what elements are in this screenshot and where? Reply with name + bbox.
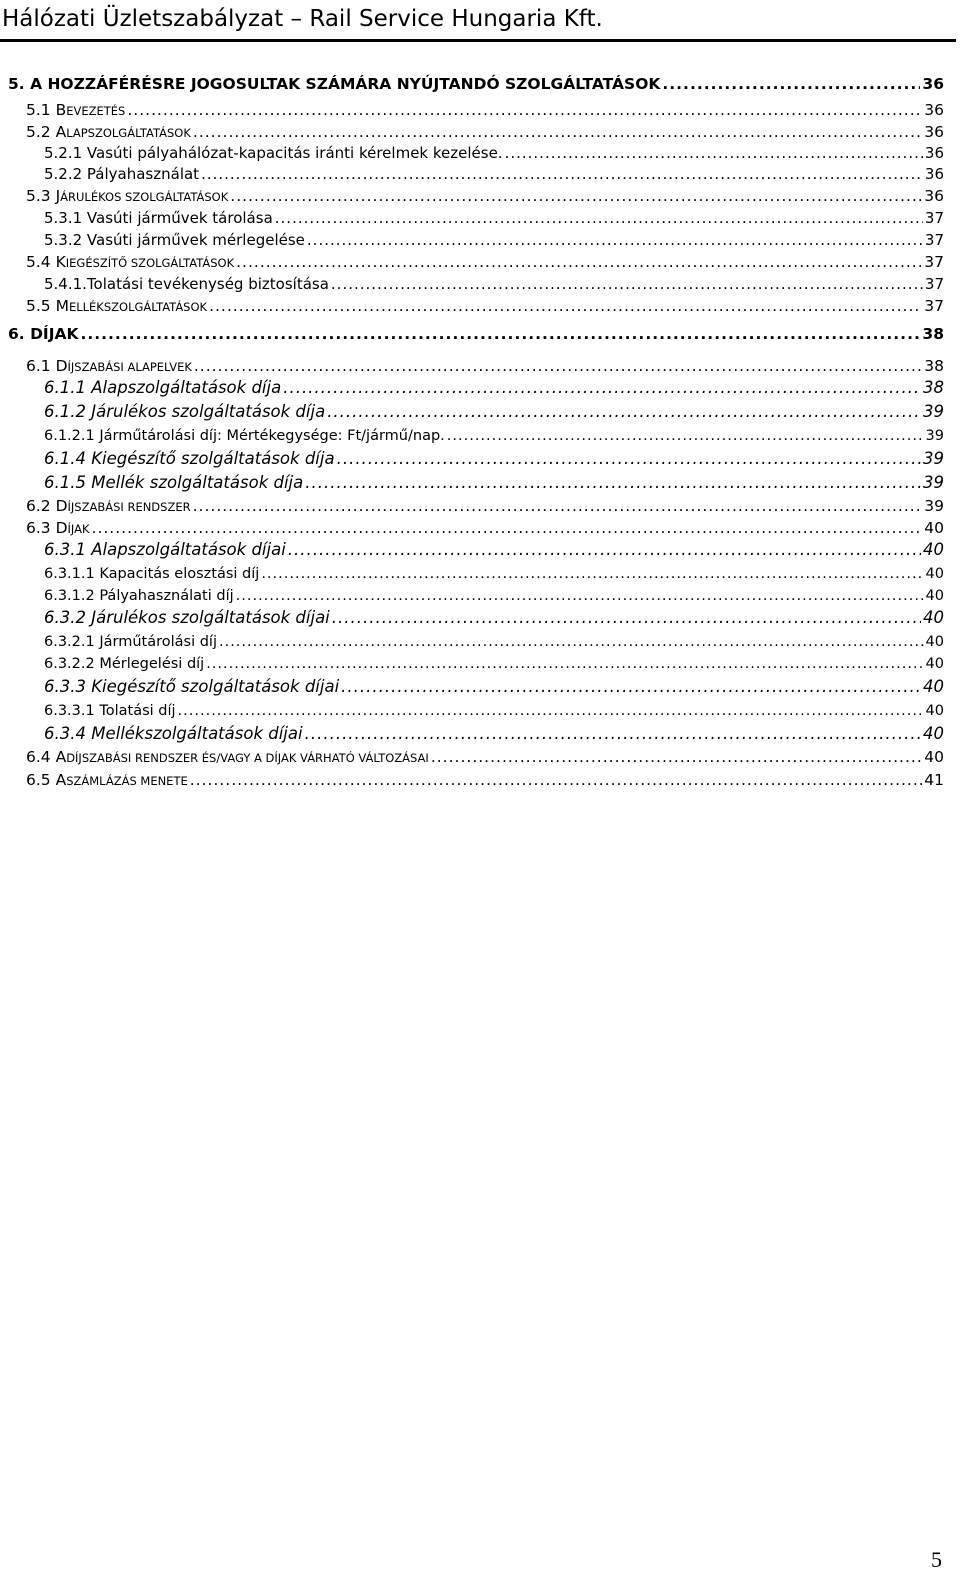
toc-dot-leader (275, 206, 923, 230)
toc-entry-title: 6.2 DÍJSZABÁSI RENDSZER (26, 497, 191, 515)
toc-entry-5-3[interactable] (26, 184, 944, 208)
toc-dot-leader (92, 516, 923, 540)
toc-entry-title: 6.1.1 Alapszolgáltatások díja (44, 378, 282, 397)
toc-entry-page: 38 (922, 325, 944, 343)
toc-entry-title: 5.2 ALAPSZOLGÁLTATÁSOK (26, 123, 191, 141)
toc-entry-title: 6.3.3.1 Tolatási díj (44, 703, 176, 719)
toc-entry-title: 5.3.1 Vasúti járművek tárolása (44, 209, 273, 227)
toc-entry-6-3-2-2[interactable] (44, 652, 944, 676)
toc-dot-leader (201, 162, 923, 186)
toc-entry-page: 37 (924, 209, 944, 227)
toc-entry-title: 6.1 DÍJSZABÁSI ALAPELVEK (26, 357, 192, 375)
toc-entry-title: 6.3 DÍJAK (26, 519, 90, 537)
toc-entry-title: 6.3.1.1 Kapacitás elosztási díj (44, 566, 260, 582)
toc-entry-5-4[interactable] (26, 250, 944, 274)
toc-entry-page: 39 (924, 497, 944, 515)
toc-dot-leader (288, 538, 921, 562)
toc-dot-leader (236, 250, 922, 274)
toc-entry-title: 5.2.2 Pályahasználat (44, 165, 200, 183)
toc-entry-title: 6.1.2.1 Járműtárolási díj: Mértékegysége: Ft/jármű/nap. (44, 428, 445, 444)
toc-entry-page: 40 (925, 703, 944, 719)
toc-entry-title: 5.3.2 Vasúti járművek mérlegelése (44, 231, 305, 249)
toc-entry-title: 6. DÍJAK (8, 325, 79, 343)
toc-dot-leader (209, 294, 922, 318)
toc-entry-6-3-3[interactable] (44, 675, 944, 699)
toc-entry-page: 36 (924, 123, 944, 141)
toc-entry-title: 6.3.3 Kiegészítő szolgáltatások díjai (44, 677, 340, 696)
toc-entry-6-3-2-1[interactable] (44, 630, 944, 654)
toc-dot-leader (219, 630, 924, 654)
toc-entry-page: 41 (924, 771, 944, 789)
toc-entry-page: 40 (923, 677, 944, 696)
toc-entry-page: 40 (924, 748, 944, 766)
toc-entry-page: 40 (925, 566, 944, 582)
toc-entry-title: 6.1.2 Járulékos szolgáltatások díja (44, 402, 326, 421)
toc-entry-page: 38 (923, 378, 944, 397)
toc-entry-6-3-4[interactable] (44, 722, 944, 746)
toc-entry-page: 39 (925, 428, 944, 444)
toc-entry-title: 5. A HOZZÁFÉRÉSRE JOGOSULTAK SZÁMÁRA NYÚJTANDÓ SZOLGÁLTATÁSOK (8, 75, 661, 93)
toc-entry-page: 40 (923, 608, 944, 627)
toc-entry-page: 37 (924, 231, 944, 249)
header-divider (0, 39, 956, 42)
toc-dot-leader (194, 354, 922, 378)
toc-entry-6[interactable] (8, 322, 944, 346)
toc-entry-6-1-2-1[interactable] (44, 424, 944, 448)
toc-dot-leader (331, 272, 923, 296)
toc-dot-leader (261, 562, 923, 586)
toc-entry-6-3-1-2[interactable] (44, 584, 944, 608)
toc-entry-6-1-5[interactable] (44, 471, 944, 495)
toc-entry-6-1-1[interactable] (44, 376, 944, 400)
toc-entry-page: 40 (923, 724, 944, 743)
toc-entry-5-1[interactable] (26, 98, 944, 122)
toc-entry-title: 6.1.4 Kiegészítő szolgáltatások díja (44, 449, 335, 468)
toc-dot-leader (230, 184, 922, 208)
toc-entry-6-4[interactable] (26, 745, 944, 769)
toc-dot-leader (447, 424, 924, 448)
toc-dot-leader (307, 228, 923, 252)
toc-entry-6-3-3-1[interactable] (44, 699, 944, 723)
toc-dot-leader (337, 447, 921, 471)
toc-entry-6-1-4[interactable] (44, 447, 944, 471)
toc-entry-6-3-1[interactable] (44, 538, 944, 562)
toc-entry-6-5[interactable] (26, 768, 944, 792)
toc-entry-page: 36 (924, 165, 944, 183)
toc-dot-leader (305, 722, 921, 746)
toc-entry-page: 40 (925, 588, 944, 604)
toc-dot-leader (193, 494, 923, 518)
toc-entry-page: 37 (924, 253, 944, 271)
toc-entry-page: 39 (923, 402, 944, 421)
toc-entry-5-2-2[interactable] (44, 162, 944, 186)
toc-entry-title: 6.1.5 Mellék szolgáltatások díja (44, 473, 304, 492)
toc-entry-page: 36 (924, 187, 944, 205)
toc-entry-title: 6.3.2.2 Mérlegelési díj (44, 656, 205, 672)
toc-entry-5-3-1[interactable] (44, 206, 944, 230)
toc-dot-leader (206, 652, 923, 676)
toc-entry-title: 6.3.1.2 Pályahasználati díj (44, 588, 234, 604)
toc-entry-title: 5.4 KIEGÉSZÍTŐ SZOLGÁLTATÁSOK (26, 253, 235, 271)
toc-dot-leader (341, 675, 921, 699)
toc-entry-page: 38 (924, 357, 944, 375)
toc-entry-page: 40 (924, 519, 944, 537)
toc-entry-page: 40 (925, 656, 944, 672)
page-number: 5 (931, 1547, 942, 1572)
toc-dot-leader (332, 606, 921, 630)
toc-dot-leader (283, 376, 921, 400)
toc-entry-page: 40 (925, 634, 944, 650)
toc-entry-title: 6.3.2.1 Járműtárolási díj (44, 634, 217, 650)
toc-entry-page: 36 (924, 101, 944, 119)
toc-entry-page: 37 (924, 297, 944, 315)
toc-entry-6-2[interactable] (26, 494, 944, 518)
toc-entry-6-3[interactable] (26, 516, 944, 540)
toc-entry-title: 5.1 BEVEZETÉS (26, 101, 126, 119)
toc-entry-6-3-1-1[interactable] (44, 562, 944, 586)
toc-entry-title: 5.4.1.Tolatási tevékenység biztosítása (44, 275, 329, 293)
toc-entry-page: 36 (924, 144, 944, 162)
toc-entry-page: 36 (922, 75, 944, 93)
toc-entry-title: 5.5 MELLÉKSZOLGÁLTATÁSOK (26, 297, 208, 315)
toc-entry-page: 40 (923, 540, 944, 559)
toc-entry-6-3-2[interactable] (44, 606, 944, 630)
toc-dot-leader (236, 584, 924, 608)
toc-entry-title: 6.3.4 Mellékszolgáltatások díjai (44, 724, 303, 743)
toc-entry-5-4-1[interactable] (44, 272, 944, 296)
toc-entry-title: 6.5 ASZÁMLÁZÁS MENETE (26, 771, 188, 789)
toc-entry-title: 6.3.2 Járulékos szolgáltatások díjai (44, 608, 330, 627)
toc-dot-leader (327, 400, 921, 424)
toc-entry-page: 39 (923, 449, 944, 468)
toc-entry-page: 39 (923, 473, 944, 492)
toc-entry-6-1-2[interactable] (44, 400, 944, 424)
toc-entry-title: 5.3 JÁRULÉKOS SZOLGÁLTATÁSOK (26, 187, 229, 205)
toc-entry-5-5[interactable] (26, 294, 944, 318)
toc-dot-leader (80, 322, 920, 346)
toc-entry-6-1[interactable] (26, 354, 944, 378)
toc-entry-title: 6.3.1 Alapszolgáltatások díjai (44, 540, 286, 559)
toc-dot-leader (662, 72, 920, 96)
toc-dot-leader (431, 745, 922, 769)
toc-entry-5-3-2[interactable] (44, 228, 944, 252)
document-header: Hálózati Üzletszabályzat – Rail Service Hungaria Kft. (2, 6, 603, 32)
toc-dot-leader (178, 699, 924, 723)
toc-dot-leader (305, 471, 921, 495)
toc-entry-5[interactable] (8, 72, 944, 96)
toc-entry-page: 37 (924, 275, 944, 293)
toc-dot-leader (190, 768, 923, 792)
toc-dot-leader (127, 98, 922, 122)
toc-entry-title: 6.4 ADÍJSZABÁSI RENDSZER ÉS/VAGY A DÍJAK VÁRHATÓ VÁLTOZÁSAI (26, 748, 429, 766)
toc-entry-title: 5.2.1 Vasúti pályahálózat-kapacitás iránti kérelmek kezelése. (44, 144, 503, 162)
